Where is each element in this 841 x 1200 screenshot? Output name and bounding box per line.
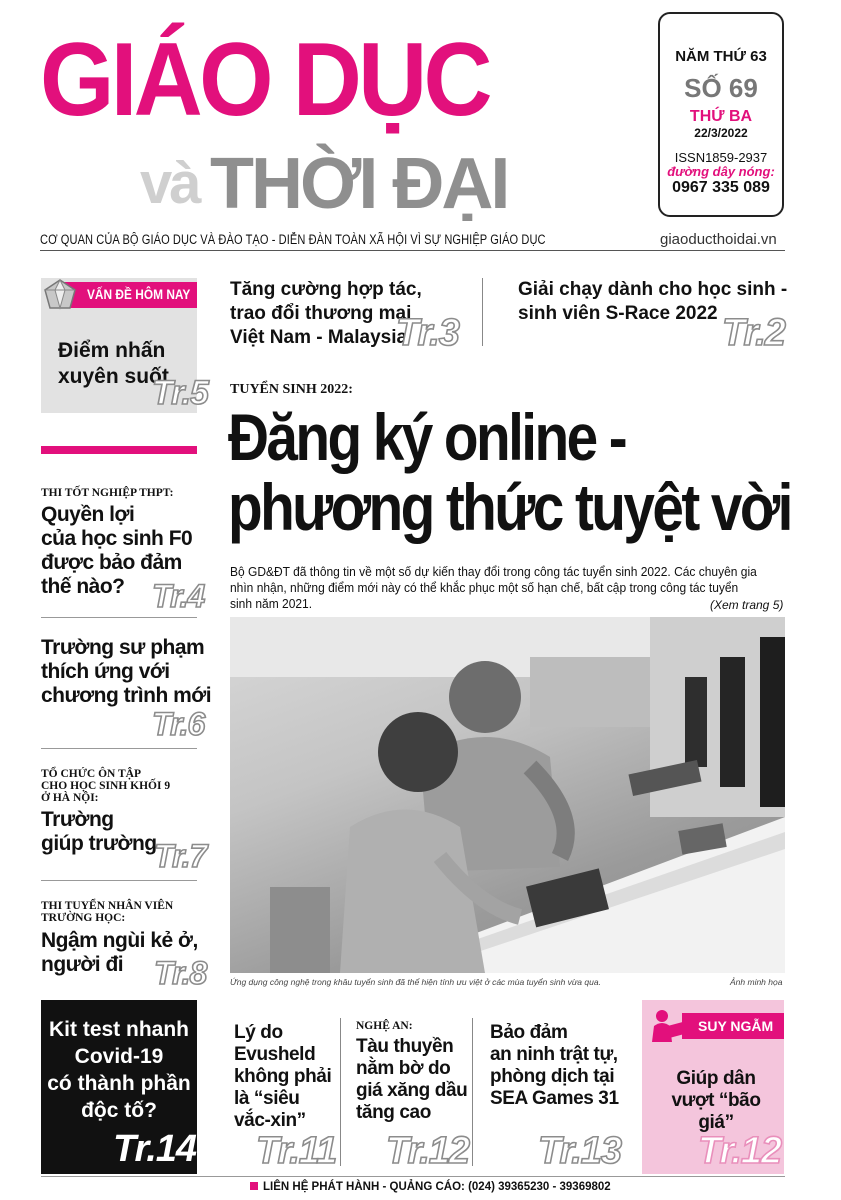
page-ref: Tr.14 xyxy=(113,1128,197,1170)
item-kicker: NGHỆ AN: xyxy=(356,1020,413,1032)
logo-giao-duc: GIÁO DỤC xyxy=(40,22,489,138)
divider xyxy=(340,1018,341,1166)
bottom-story-tau-thuyen[interactable]: Tàu thuyền nằm bờ do giá xăng dầu tăng cao xyxy=(356,1036,468,1123)
footer-divider xyxy=(41,1176,785,1177)
featured-title[interactable]: Điểm nhấn xuyên suốt xyxy=(58,339,169,388)
masthead-divider xyxy=(40,250,785,251)
issue-date: 22/3/2022 xyxy=(694,126,748,140)
lead-kicker: TUYỂN SINH 2022: xyxy=(230,382,353,397)
page-ref: Tr.11 xyxy=(256,1130,337,1172)
item-kicker: TỔ CHỨC ÔN TẬP CHO HỌC SINH KHỐI 9 Ở HÀ NỘI: xyxy=(41,768,171,804)
page-ref: Tr.7 xyxy=(154,838,207,874)
bottom-story-evusheld[interactable]: Lý do Evusheld không phải là “siêu vắc-xin” xyxy=(234,1022,332,1131)
issue-number: SỐ 69 xyxy=(684,73,758,103)
left-item-su-pham[interactable]: Trường sư phạm thích ứng với chương trình mới xyxy=(41,636,212,707)
divider xyxy=(482,278,483,346)
left-item-nhan-vien[interactable]: Ngậm ngùi kẻ ở, người đi xyxy=(41,929,198,976)
square-bullet-icon xyxy=(250,1182,258,1190)
hotline-number: 0967 335 089 xyxy=(672,179,770,196)
featured-tag xyxy=(41,278,197,314)
page-ref: Tr.12 xyxy=(386,1130,470,1172)
opinion-title[interactable]: Giúp dân vượt “bão giá” xyxy=(671,1068,761,1133)
lead-summary: Bộ GD&ĐT đã thông tin về một số dự kiến thay đổi trong công tác tuyển sinh 2022. Các chuyên gia nhìn nhận, những điểm mới này có thể khắc phục một số hạn chế, bất cập trong công tác tuyển sinh năm 2021. xyxy=(230,565,757,611)
featured-page-ref: Tr.5 xyxy=(152,374,208,412)
slogan: CƠ QUAN CỦA BỘ GIÁO DỤC VÀ ĐÀO TẠO - DIỄN ĐÀN TOÀN XÃ HỘI VÌ SỰ NGHIỆP GIÁO DỤC xyxy=(40,232,546,247)
featured-tag-label: VẤN ĐỀ HÔM NAY xyxy=(87,286,191,302)
page-ref: Tr.6 xyxy=(152,706,205,742)
issue-info-box xyxy=(658,12,784,217)
top-story-malaysia[interactable]: Tăng cường hợp tác, trao đổi thương mại Việt Nam - Malaysia xyxy=(230,279,422,348)
divider xyxy=(41,748,197,749)
divider xyxy=(41,880,197,881)
opinion-tag: SUY NGẪM xyxy=(682,1013,784,1039)
website-link[interactable]: giaoducthoidai.vn xyxy=(660,231,777,248)
issue-weekday: THỨ BA xyxy=(689,108,753,125)
gem-icon xyxy=(43,278,77,310)
issue-year: NĂM THỨ 63 xyxy=(675,48,767,65)
lead-headline[interactable]: Đăng ký online - phương thức tuyệt vời xyxy=(228,400,791,544)
photo-credit: Ảnh minh họa xyxy=(730,977,783,987)
left-column-divider xyxy=(41,446,197,454)
top-story-srace[interactable]: Giải chạy dành cho học sinh - sinh viên S-Race 2022 xyxy=(518,279,788,324)
page-ref: Tr.13 xyxy=(538,1130,622,1172)
logo-thoi-dai: THỜI ĐẠI xyxy=(210,144,508,224)
divider xyxy=(41,617,197,618)
bottom-story-sea-games[interactable]: Bảo đảm an ninh trật tự, phòng dịch tại SEA Games 31 xyxy=(490,1022,619,1109)
logo-va: và xyxy=(140,151,199,216)
footer-contact: LIÊN HỆ PHÁT HÀNH - QUẢNG CÁO: (024) 39365230 - 39369802 xyxy=(250,1181,611,1193)
item-kicker: THI TỐT NGHIỆP THPT: xyxy=(41,487,174,499)
lead-photo xyxy=(230,617,785,973)
photo-caption: Ứng dụng công nghệ trong khâu tuyển sinh đã thể hiện tính ưu việt ở các mùa tuyển sinh vừa qua. xyxy=(230,977,601,987)
divider xyxy=(472,1018,473,1166)
computer-lab-illustration xyxy=(230,617,785,973)
left-item-on-tap[interactable]: Trường giúp trường xyxy=(41,808,157,855)
page-ref: Tr.2 xyxy=(722,312,785,354)
left-item-f0[interactable]: Quyền lợi của học sinh F0 được bảo đảm thế nào? xyxy=(41,503,193,598)
page-ref: Tr.4 xyxy=(152,578,205,614)
lead-see-page[interactable]: (Xem trang 5) xyxy=(710,598,784,612)
page-ref: Tr.8 xyxy=(154,955,207,991)
page-ref: Tr.12 xyxy=(698,1130,782,1172)
hotline-label: đường dây nóng: xyxy=(667,164,775,179)
issn: ISSN1859-2937 xyxy=(674,150,768,165)
page-ref: Tr.3 xyxy=(396,312,459,354)
bottom-story-kit-test[interactable]: Kit test nhanh Covid-19 có thành phần độc tố? Tr.14 xyxy=(41,1000,197,1174)
item-kicker: THI TUYỂN NHÂN VIÊN TRƯỜNG HỌC: xyxy=(41,900,174,924)
